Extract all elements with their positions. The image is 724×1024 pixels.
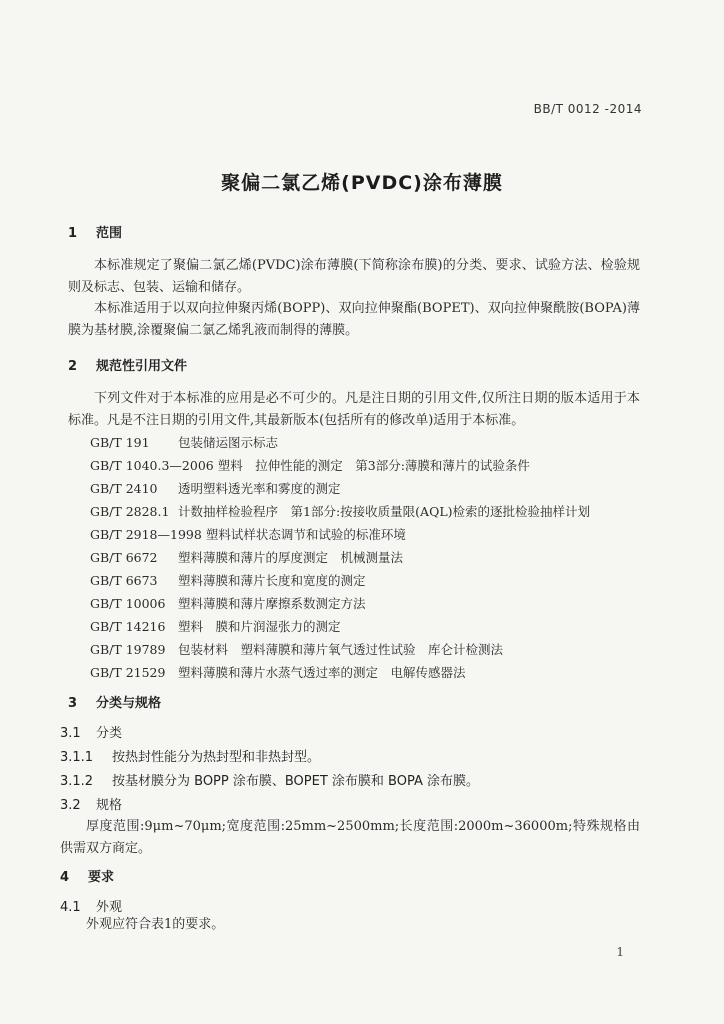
clause-text: 按基材膜分为 BOPP 涂布膜、BOPET 涂布膜和 BOPA 涂布膜。	[112, 774, 480, 789]
section-title: 分类与规格	[96, 696, 162, 711]
reference-code: GB/T 6673	[90, 573, 158, 588]
reference-item	[90, 502, 590, 520]
clause-number: 3.1.1	[60, 750, 94, 765]
reference-code: GB/T 191	[90, 435, 150, 450]
section-title: 要求	[88, 870, 115, 885]
subsection-number: 3.1	[60, 726, 81, 741]
normative-references-intro: 下列文件对于本标准的应用是必不可少的。凡是注日期的引用文件,仅所注日期的版本适用于本标准。凡是不注日期的引用文件,其最新版本(包括所有的修改单)适用于本标准。	[68, 391, 640, 428]
subsection-3-2-heading	[60, 794, 122, 813]
subsection-4-1-heading	[60, 896, 122, 915]
scope-paragraph-1: 本标准规定了聚偏二氯乙烯(PVDC)涂布薄膜(下简称涂布膜)的分类、要求、试验方法、检验规则及标志、包装、运输和储存。	[68, 258, 640, 295]
reference-code: GB/T 6672	[90, 550, 158, 565]
clause-3-1-2	[60, 770, 479, 789]
reference-code: GB/T 1040.3—2006	[90, 458, 214, 473]
section-2-heading	[68, 355, 187, 374]
reference-code: GB/T 10006	[90, 596, 166, 611]
section-title: 范围	[96, 226, 123, 241]
subsection-3-1-heading	[60, 722, 122, 741]
section-number: 2	[68, 359, 78, 374]
clause-text: 按热封性能分为热封型和非热封型。	[112, 750, 321, 765]
subsection-number: 4.1	[60, 900, 81, 915]
reference-title: 塑料 拉伸性能的测定 第3部分:薄膜和薄片的试验条件	[217, 458, 530, 473]
clause-3-1-1	[60, 746, 320, 765]
reference-title: 包装材料 塑料薄膜和薄片氧气透过性试验 库仑计检测法	[178, 642, 504, 657]
reference-code: GB/T 19789	[90, 642, 166, 657]
section-title: 规范性引用文件	[96, 359, 188, 374]
reference-title: 塑料 膜和片润湿张力的测定	[178, 619, 341, 634]
section-3-heading	[68, 692, 161, 711]
reference-item	[90, 617, 341, 635]
reference-title: 塑料薄膜和薄片的厚度测定 机械测量法	[178, 550, 404, 565]
reference-code: GB/T 2828.1	[90, 504, 170, 519]
reference-item	[90, 594, 366, 612]
section-number: 1	[68, 226, 78, 241]
reference-title: 计数抽样检验程序 第1部分:按接收质量限(AQL)检索的逐批检验抽样计划	[178, 504, 590, 519]
reference-code: GB/T 2918—1998	[90, 527, 202, 542]
subsection-title: 规格	[96, 798, 123, 813]
standard-number: BB/T 0012 -2014	[533, 102, 642, 116]
reference-title: 塑料薄膜和薄片摩擦系数测定方法	[178, 596, 366, 611]
reference-title: 塑料试样状态调节和试验的标准环境	[205, 527, 406, 542]
subsection-title: 外观	[96, 900, 123, 915]
section-number: 4	[60, 870, 70, 885]
clause-number: 3.1.2	[60, 774, 94, 789]
appearance-paragraph: 外观应符合表1的要求。	[86, 917, 225, 932]
reference-item	[90, 663, 466, 681]
reference-item	[90, 433, 278, 451]
reference-title: 透明塑料透光率和雾度的测定	[178, 481, 341, 496]
scope-paragraph-2: 本标准适用于以双向拉伸聚丙烯(BOPP)、双向拉伸聚酯(BOPET)、双向拉伸聚酰胺(BOPA)薄膜为基材膜,涂覆聚偏二氯乙烯乳液而制得的薄膜。	[68, 301, 640, 338]
reference-item	[90, 571, 366, 589]
reference-title: 包装储运图示标志	[178, 435, 279, 450]
specification-paragraph: 厚度范围:9μm~70μm;宽度范围:25mm~2500mm;长度范围:2000m~36000m;特殊规格由供需双方商定。	[60, 819, 640, 856]
reference-item	[90, 479, 341, 497]
reference-item	[90, 525, 406, 543]
page-number: 1	[616, 945, 624, 959]
reference-code: GB/T 21529	[90, 665, 166, 680]
reference-title: 塑料薄膜和薄片水蒸气透过率的测定 电解传感器法	[178, 665, 466, 680]
document-title: 聚偏二氯乙烯(PVDC)涂布薄膜	[221, 172, 503, 194]
reference-item	[90, 640, 503, 658]
section-1-heading	[68, 222, 122, 241]
subsection-title: 分类	[96, 726, 123, 741]
reference-item	[90, 548, 403, 566]
section-number: 3	[68, 696, 78, 711]
reference-item	[90, 456, 530, 474]
reference-code: GB/T 2410	[90, 481, 158, 496]
reference-code: GB/T 14216	[90, 619, 166, 634]
section-4-heading	[60, 866, 114, 885]
reference-title: 塑料薄膜和薄片长度和宽度的测定	[178, 573, 366, 588]
subsection-number: 3.2	[60, 798, 81, 813]
